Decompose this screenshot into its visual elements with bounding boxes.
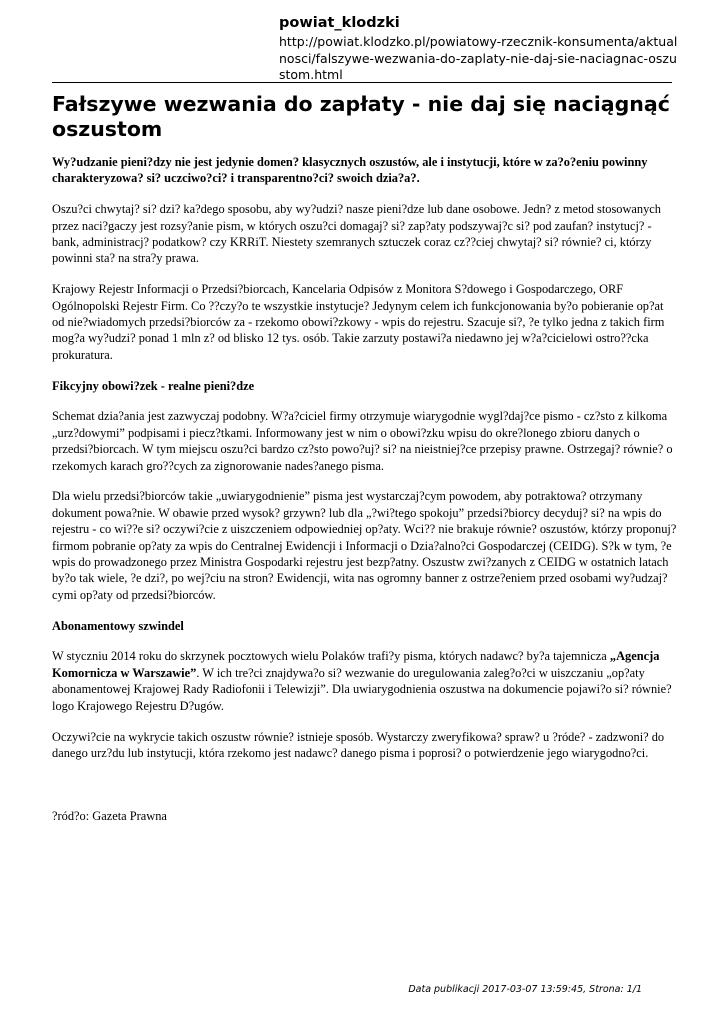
document-header — [279, 14, 679, 84]
paragraph-6: Oczywi?cie na wykrycie takich oszustw równie? istnieje sposób. Wystarczy zweryfikowa? spraw? u ?róde? - zadzwoni? do danego urz?du lub instytucji, która rzekomo jest nadawc? danego pisma i poprosi? o potwierdzenie jego wiarygodno?ci. — [52, 729, 665, 760]
paragraph-1: Oszu?ci chwytaj? si? dzi? ka?dego sposobu, aby wy?udzi? nasze pieni?dze lub dane osobowe. Jedn? z metod stosowanych przez naci?gaczy jest rozsy?anie pism, w których oszu?ci domagaj? si? zap?aty podszywaj?c si? pod zaufan? instytucj? - bank, administracj? podatkow? czy KRRiT. Niestety szemranych sztuczek coraz cz??ciej chwytaj? si? równie? ci, którzy powinni sta? na stra?y prawa. — [52, 202, 662, 266]
paragraph-3: Schemat dzia?ania jest zazwyczaj podobny. W?a?ciciel firmy otrzymuje wiarygodnie wygl?daj?ce pismo - cz?sto z kilkoma „urz?dowymi” podpisami i piecz?tkami. Informowany jest w nim o obowi?zku wpisu do okre?lonego zbioru danych o przedsi?biorcach. W tym miejscu oszu?ci bardzo cz?sto powo?uj? si? na nieistniej?ce przepisy prawne. Ostrzegaj? równie? o rzekomych karach gro??cych za zignorowanie nades?anego pisma. — [52, 409, 673, 473]
publication-footer: Data publikacji 2017-03-07 13:59:45, Strona: 1/1 — [408, 984, 642, 995]
article-lead: Wy?udzanie pieni?dzy nie jest jedynie domen? klasycznych oszustów, ale i instytucji, które w za?o?eniu powinny charakteryzowa? si? uczciwo?ci? i transparentno?ci? swoich dzia?a?. — [52, 155, 648, 186]
header-divider — [52, 82, 672, 83]
paragraph-4: Dla wielu przedsi?biorców takie „uwiarygodnienie” pisma jest wystarczaj?cym powodem, aby potraktowa? otrzymany dokument powa?nie. W obawie przed wysok? grzywn? lub dla „?wi?tego spokoju” przedsi?biorcy decyduj? si? na wpis do rejestru - co wi??e si? oczywi?cie z uiszczeniem odpowiedniej op?aty. Wci?? nie brakuje równie? oszustów, którzy proponuj? firmom pobranie op?aty za wpis do Centralnej Ewidencji i Informacji o Dzia?alno?ci Gospodarczej (CEIDG). S?k w tym, ?e wpis do prowadzonego przez Ministra Gospodarki rejestru jest bezp?atny. Oszustw zwi?zanych z CEIDG w ostatnich latach by?o tak wiele, ?e dzi?, po wej?ciu na stron? Ewidencji, wita nas ogromny banner z ostrze?eniem przed osobami wy?udzaj?cymi op?aty od przedsi?biorców. — [52, 489, 677, 602]
agency-name: „Agencja Komornicza w Warszawie” — [52, 649, 660, 680]
site-name: powiat_klodzki — [279, 15, 400, 31]
article-title: Fałszywe wezwania do zapłaty - nie daj się naciągnąć oszustom — [52, 92, 670, 141]
paragraph-2: Krajowy Rejestr Informacji o Przedsi?biorcach, Kancelaria Odpisów z Monitora S?dowego i Gospodarczego, ORF Ogólnopolski Rejestr Firm. Co ??czy?o te wszystkie instytucje? Jedynym celem ich funkcjonowania by?o pobieranie op?at od nie?wiadomych przedsi?biorców za - rzekomo obowi?zkowy - wpis do rejestru. Szacuje si?, ?e tylko jedna z takich firm mog?a wy?udzi? ponad 1 mln z? od blisko 12 tys. osób. Takie zarzuty postawi?a niedawno jej w?a?cicielowi ostro??cka prokuratura. — [52, 282, 665, 362]
section-heading-subscription-scam: Abonamentowy szwindel — [52, 618, 184, 633]
section-heading-fictional-obligation: Fikcyjny obowi?zek - realne pieni?dze — [52, 378, 255, 393]
article-source: ?ród?o: Gazeta Prawna — [52, 809, 167, 824]
paragraph-5-start: W styczniu 2014 roku do skrzynek pocztowych wielu Polaków trafi?y pisma, których nadawc? by?a tajemnicza — [52, 649, 610, 664]
paragraph-5-end: . W ich tre?ci znajdywa?o si? wezwanie do uregulowania zaleg?o?ci w uiszczaniu „op?aty abonamentowej Krajowej Rady Radiofonii i Telewizji”. Dla uwiarygodnienia oszustwa na dokumencie pojawi?o si? równie? logo Krajowego Rejestru D?ugów. — [52, 665, 672, 713]
article-body — [52, 154, 678, 839]
source-url: http://powiat.klodzko.pl/powiatowy-rzecznik-konsumenta/aktualnosci/falszywe-wezwania-do-zaplaty-nie-daj-sie-naciagnac-oszustom.html — [279, 34, 678, 83]
paragraph-5 — [52, 648, 678, 714]
